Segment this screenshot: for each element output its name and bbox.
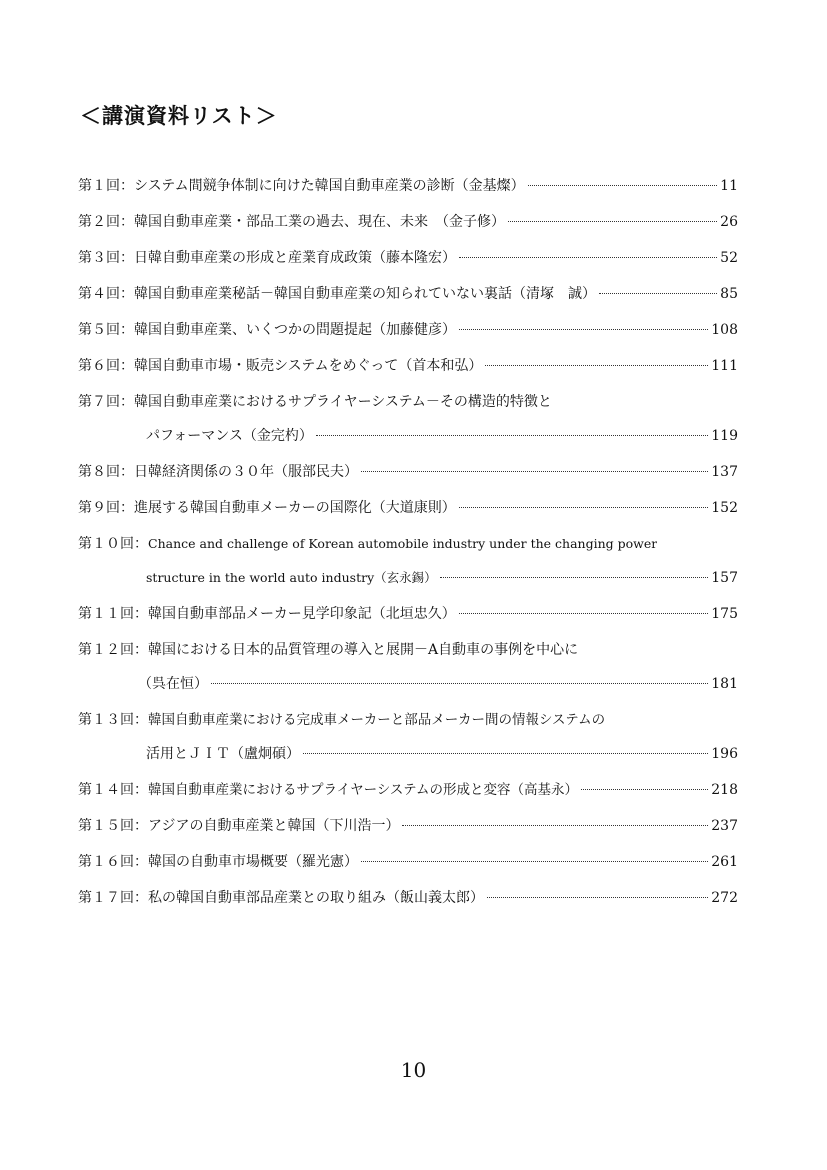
entry-title: システム間競争体制に向けた韓国自動車産業の診断（金基燦）	[134, 178, 525, 194]
entry-number: 第６回：	[78, 358, 134, 374]
entry-page: 181	[711, 676, 738, 692]
entry-number: 第７回：	[78, 394, 134, 410]
entry-title-continued: 活用とＪＩＴ（盧炯碩）	[146, 746, 300, 762]
entry-title: 日韓自動車産業の形成と産業育成政策（藤本隆宏）	[134, 250, 456, 266]
entry-title-continued: パフォーマンス（金完杓）	[146, 428, 313, 444]
entry-title: 日韓経済関係の３０年（服部民夫）	[134, 464, 358, 480]
entry-number: 第２回：	[78, 214, 134, 230]
entry-number: 第５回：	[78, 322, 134, 338]
toc-entry	[78, 710, 738, 764]
entry-number: 第１４回：	[78, 782, 148, 798]
page-number: 10	[400, 1058, 427, 1082]
toc-list	[78, 176, 738, 924]
entry-number: 第４回：	[78, 286, 134, 302]
entry-number: 第１３回：	[78, 712, 148, 728]
entry-title: アジアの自動車産業と韓国（下川浩一）	[148, 818, 400, 834]
dot-leader	[303, 753, 708, 754]
entry-number: 第１回：	[78, 178, 134, 194]
entry-number: 第１１回：	[78, 606, 148, 622]
dot-leader	[459, 507, 709, 508]
toc-entry	[78, 816, 738, 836]
toc-entry	[78, 640, 738, 694]
dot-leader	[361, 471, 708, 472]
entry-title: 韓国自動車産業・部品工業の過去、現在、未来 （金子修）	[134, 214, 505, 230]
toc-entry	[78, 392, 738, 446]
dot-leader	[459, 329, 708, 330]
toc-entry	[78, 284, 738, 304]
entry-title-continued: （呉在恒）	[138, 676, 208, 692]
entry-page: 52	[720, 250, 738, 266]
dot-leader	[528, 185, 718, 186]
dot-leader	[211, 683, 708, 684]
entry-page: 111	[711, 358, 738, 374]
entry-page: 119	[711, 428, 738, 444]
toc-entry	[78, 888, 738, 908]
toc-entry	[78, 498, 738, 518]
dot-leader	[316, 435, 708, 436]
entry-title: 韓国自動車産業、いくつかの問題提起（加藤健彦）	[134, 322, 456, 338]
toc-entry	[78, 780, 738, 800]
entry-number: 第１７回：	[78, 890, 148, 906]
entry-page: 218	[711, 782, 738, 798]
entry-page: 137	[711, 464, 738, 480]
entry-page: 152	[711, 500, 738, 516]
entry-page: 85	[720, 286, 738, 302]
dot-leader	[508, 221, 717, 222]
entry-number: 第９回：	[78, 500, 134, 516]
dot-leader	[459, 613, 709, 614]
entry-number: 第１６回：	[78, 854, 148, 870]
entry-number: 第１０回：	[78, 536, 148, 552]
toc-entry	[78, 176, 738, 196]
entry-page: 26	[720, 214, 738, 230]
entry-title: 韓国自動車産業における完成車メーカーと部品メーカー間の情報システムの	[148, 712, 606, 728]
toc-entry	[78, 212, 738, 232]
dot-leader	[485, 365, 708, 366]
dot-leader	[361, 861, 708, 862]
dot-leader	[459, 257, 717, 258]
entry-page: 237	[711, 818, 738, 834]
toc-entry	[78, 604, 738, 624]
entry-page: 196	[711, 746, 738, 762]
entry-number: 第１５回：	[78, 818, 148, 834]
dot-leader	[440, 577, 709, 578]
entry-number: 第８回：	[78, 464, 134, 480]
dot-leader	[581, 789, 708, 790]
entry-title: 韓国自動車市場・販売システムをめぐって（首本和弘）	[134, 358, 483, 374]
entry-page: 175	[711, 606, 738, 622]
entry-title: 韓国自動車産業におけるサプライヤーシステム－その構造的特徴と	[134, 394, 552, 410]
entry-title: 韓国の自動車市場概要（羅光憲）	[148, 854, 358, 870]
toc-entry	[78, 248, 738, 268]
entry-title: 韓国自動車部品メーカー見学印象記（北垣忠久）	[148, 606, 456, 622]
entry-page: 108	[711, 322, 738, 338]
toc-entry	[78, 320, 738, 340]
dot-leader	[599, 293, 717, 294]
dot-leader	[487, 897, 708, 898]
dot-leader	[402, 825, 708, 826]
entry-page: 11	[720, 178, 738, 194]
entry-title: 進展する韓国自動車メーカーの国際化（大道康則）	[134, 500, 456, 516]
entry-page: 157	[711, 570, 738, 586]
entry-title: 韓国における日本的品質管理の導入と展開－A自動車の事例を中心に	[148, 642, 579, 658]
entry-title-continued: structure in the world auto industry（玄永錫）	[146, 570, 437, 585]
page-title: ＜講演資料リスト＞	[80, 104, 278, 128]
entry-title: Chance and challenge of Korean automobile industry under the changing power	[148, 536, 658, 551]
toc-entry	[78, 852, 738, 872]
entry-page: 261	[711, 854, 738, 870]
entry-title: 韓国自動車産業におけるサプライヤーシステムの形成と変容（高基永）	[148, 782, 578, 798]
entry-number: 第３回：	[78, 250, 134, 266]
toc-entry	[78, 462, 738, 482]
entry-title: 韓国自動車産業秘話－韓国自動車産業の知られていない裏話（清塚 誠）	[134, 286, 596, 302]
entry-number: 第１２回：	[78, 642, 148, 658]
entry-title: 私の韓国自動車部品産業との取り組み（飯山義太郎）	[148, 890, 484, 906]
toc-entry	[78, 534, 738, 588]
entry-page: 272	[711, 890, 738, 906]
toc-entry	[78, 356, 738, 376]
